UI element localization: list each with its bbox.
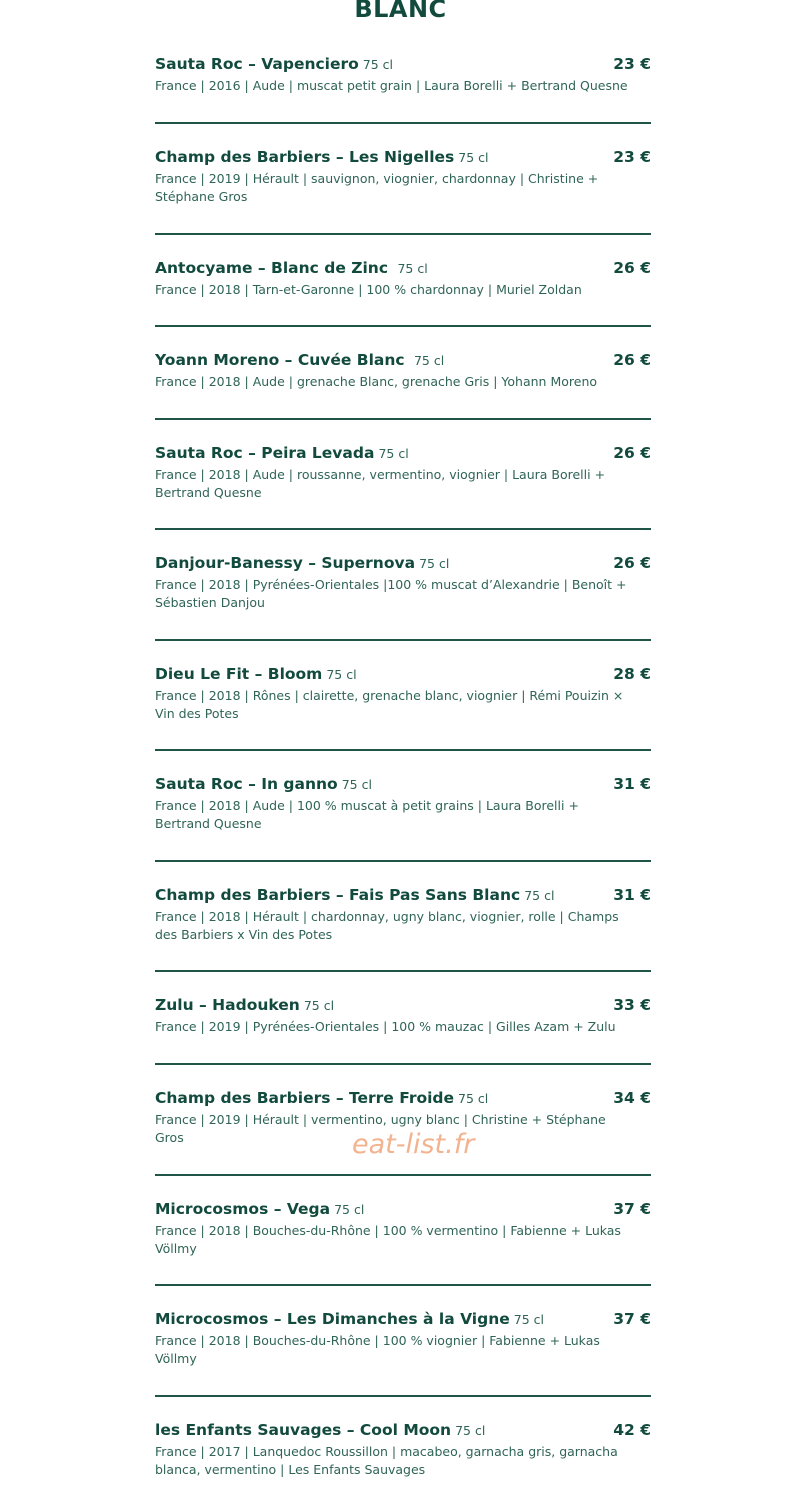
wine-item [155, 53, 651, 95]
wine-header [155, 1419, 651, 1441]
wine-name-text: les Enfants Sauvages – Cool Moon [155, 1421, 452, 1439]
wine-name-text: Champ des Barbiers – Fais Pas Sans Blanc [155, 886, 521, 904]
wine-volume: 75 cl [378, 446, 409, 461]
wine-price: 37 € [613, 1200, 651, 1218]
wine-item [155, 1308, 651, 1368]
wine-details: France | 2018 | Aude | grenache Blanc, grenache Gris | Yohann Moreno [155, 374, 598, 389]
wine-name [155, 1308, 544, 1331]
wine-header [155, 442, 651, 464]
wine-details: France | 2018 | Aude | 100 % muscat à petit grains | Laura Borelli + Bertrand Quesne [155, 798, 579, 831]
wine-details: France | 2018 | Aude | roussanne, vermentino, viognier | Laura Borelli + Bertrand Quesne [155, 467, 606, 500]
wine-item [155, 663, 651, 723]
wine-volume: 75 cl [513, 1312, 544, 1327]
item-divider [155, 970, 651, 972]
wine-name [155, 1198, 364, 1221]
wine-item [155, 1419, 651, 1479]
wine-header [155, 1087, 651, 1109]
wine-item [155, 884, 651, 944]
item-divider [155, 749, 651, 751]
wine-details: France | 2019 | Hérault | sauvignon, viognier, chardonnay | Christine + Stéphane Gros [155, 171, 599, 204]
wine-volume: 75 cl [341, 777, 372, 792]
item-divider [155, 233, 651, 235]
wine-price: 28 € [613, 665, 651, 683]
item-divider [155, 1395, 651, 1397]
wine-details: France | 2018 | Hérault | chardonnay, ugny blanc, viognier, rolle | Champs des Barbiers x Vin des Potes [155, 909, 619, 942]
wine-price: 26 € [613, 259, 651, 277]
wine-price: 31 € [613, 775, 651, 793]
wine-item [155, 257, 651, 299]
wine-name-text: Sauta Roc – In ganno [155, 775, 338, 793]
wine-name [155, 552, 449, 575]
wine-header [155, 1308, 651, 1330]
wine-header [155, 994, 651, 1016]
wine-name [155, 994, 334, 1017]
wine-price: 37 € [613, 1310, 651, 1328]
wine-details: France | 2017 | Lanquedoc Roussillon | macabeo, garnacha gris, garnacha blanca, vermentino | Les Enfants Sauvages [155, 1444, 618, 1477]
wine-details: France | 2016 | Aude | muscat petit grain | Laura Borelli + Bertrand Quesne [155, 78, 628, 93]
item-divider [155, 639, 651, 641]
wine-price: 26 € [613, 444, 651, 462]
item-divider [155, 860, 651, 862]
wine-header [155, 349, 651, 371]
wine-details: France | 2018 | Pyrénées-Orientales |100 % muscat d’Alexandrie | Benoît + Sébastien Danjou [155, 577, 627, 610]
wine-name [155, 773, 372, 796]
wine-item [155, 994, 651, 1036]
wine-details: France | 2018 | Bouches-du-Rhône | 100 % vermentino | Fabienne + Lukas Völlmy [155, 1223, 621, 1256]
wine-name-text: Danjour-Banessy – Supernova [155, 554, 416, 572]
wine-name-text: Sauta Roc – Vapenciero [155, 55, 359, 73]
wine-name [155, 1087, 488, 1110]
wine-volume: 75 cl [303, 998, 335, 1013]
wine-header [155, 884, 651, 906]
wine-price: 23 € [613, 55, 651, 73]
wine-name [155, 442, 409, 465]
wine-name [155, 146, 489, 169]
wine-item [155, 552, 651, 612]
wine-name-text: Sauta Roc – Peira Levada [155, 444, 375, 462]
wine-price: 33 € [613, 996, 651, 1014]
item-divider [155, 1063, 651, 1065]
wine-volume: 75 cl [362, 57, 394, 72]
wine-volume: 75 cl [326, 667, 357, 682]
wine-name-text: Microcosmos – Vega [155, 1200, 331, 1218]
wine-name-text: Champ des Barbiers – Les Nigelles [155, 148, 455, 166]
wine-name [155, 884, 554, 907]
wine-name [155, 663, 357, 686]
item-divider [155, 325, 651, 327]
wine-volume: 75 cl [397, 261, 428, 276]
wine-price: 23 € [613, 148, 651, 166]
item-divider [155, 1174, 651, 1176]
wine-details: France | 2018 | Tarn-et-Garonne | 100 % chardonnay | Muriel Zoldan [155, 282, 582, 297]
wine-name [155, 257, 428, 280]
wine-header [155, 257, 651, 279]
wine-details: France | 2018 | Rônes | clairette, grenache blanc, viognier | Rémi Pouizin × Vin des Potes [155, 688, 624, 721]
wine-details: France | 2019 | Pyrénées-Orientales | 100 % mauzac | Gilles Azam + Zulu [155, 1019, 616, 1034]
item-divider [155, 1284, 651, 1286]
wine-name-text: Zulu – Hadouken [155, 996, 300, 1014]
wine-volume: 75 cl [334, 1202, 365, 1217]
section-title: BLANC [354, 0, 447, 23]
wine-name-text: Microcosmos – Les Dimanches à la Vigne [155, 1310, 510, 1328]
wine-header [155, 773, 651, 795]
wine-header [155, 552, 651, 574]
wine-volume: 75 cl [413, 353, 445, 368]
wine-name-text: Antocyame – Blanc de Zinc [155, 259, 394, 277]
wine-item [155, 1198, 651, 1258]
wine-item [155, 349, 651, 391]
wine-name [155, 1419, 485, 1442]
wine-item [155, 146, 651, 206]
wine-price: 31 € [613, 886, 651, 904]
wine-price: 26 € [613, 554, 651, 572]
wine-name-text: Dieu Le Fit – Bloom [155, 665, 323, 683]
wine-item [155, 773, 651, 833]
wine-volume: 75 cl [524, 888, 555, 903]
wine-header [155, 1198, 651, 1220]
wine-name [155, 349, 444, 372]
wine-item [155, 442, 651, 502]
item-divider [155, 122, 651, 124]
wine-name-text: Champ des Barbiers – Terre Froide [155, 1089, 455, 1107]
item-divider [155, 528, 651, 530]
wine-name [155, 53, 393, 76]
wine-volume: 75 cl [458, 150, 489, 165]
wine-volume: 75 cl [455, 1423, 486, 1438]
wine-price: 42 € [613, 1421, 651, 1439]
wine-price: 26 € [613, 351, 651, 369]
wine-name-text: Yoann Moreno – Cuvée Blanc [155, 351, 410, 369]
wine-header [155, 146, 651, 168]
wine-volume: 75 cl [419, 556, 450, 571]
wine-volume: 75 cl [458, 1091, 489, 1106]
wine-price: 34 € [613, 1089, 651, 1107]
watermark-logo: eat-list.fr [352, 1129, 475, 1160]
wine-header [155, 53, 651, 75]
item-divider [155, 418, 651, 420]
wine-header [155, 663, 651, 685]
wine-details: France | 2018 | Bouches-du-Rhône | 100 % viognier | Fabienne + Lukas Völlmy [155, 1333, 600, 1366]
wine-details: France | 2019 | Hérault | vermentino, ugny blanc | Christine + Stéphane Gros [155, 1112, 606, 1145]
